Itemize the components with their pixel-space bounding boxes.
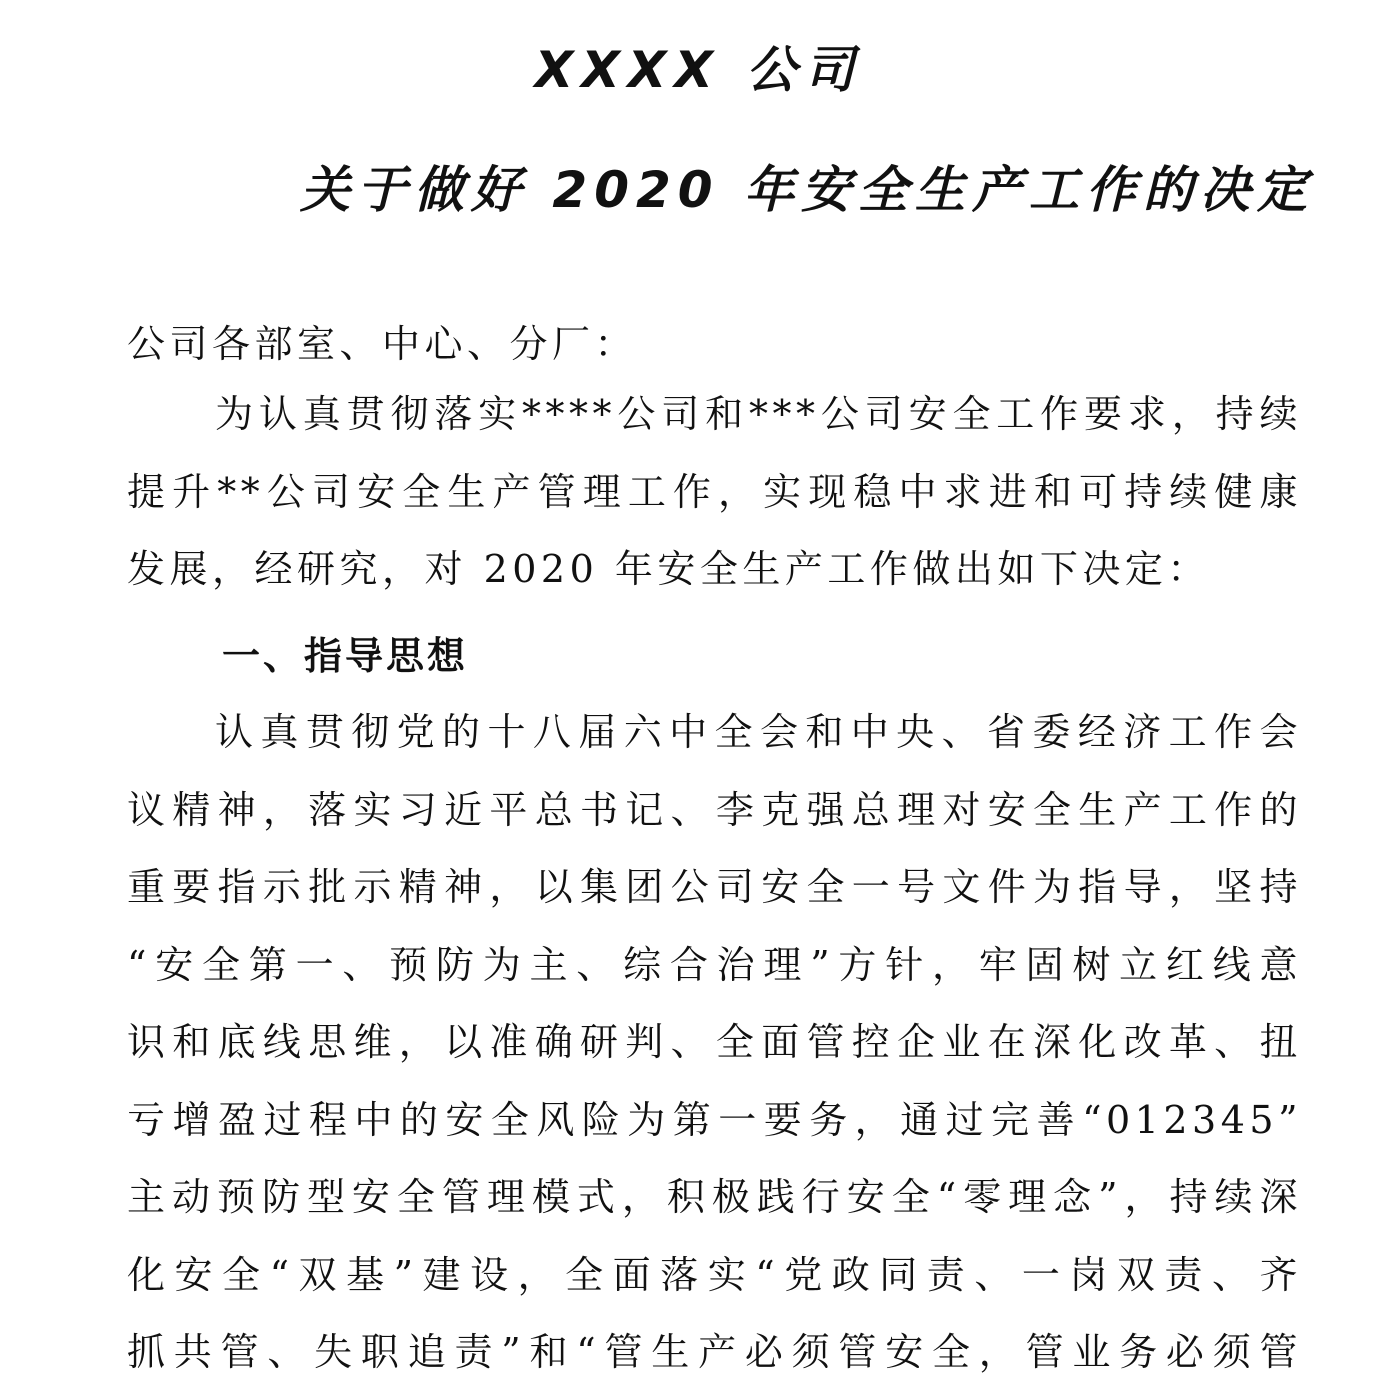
paragraph-line: 亏增盈过程中的安全风险为第一要务，通过完善“012345” <box>127 1097 1302 1142</box>
paragraph-line: 抓共管、失职追责”和“管生产必须管安全，管业务必须管 <box>127 1330 1302 1374</box>
paragraph-line: 识和底线思维，以准确研判、全面管控企业在深化改革、扭 <box>127 1020 1302 1064</box>
guiding-principles-paragraph <box>127 694 1302 1392</box>
company-title: XXXX 公司 <box>534 41 863 99</box>
salutation: 公司各部室、中心、分厂： <box>127 322 638 366</box>
paragraph-line: 认真贯彻党的十八届六中全会和中央、省委经济工作会 <box>215 710 1302 754</box>
intro-line: 为认真贯彻落实****公司和***公司安全工作要求，持续 <box>215 392 1302 436</box>
decision-title: 关于做好 2020 年安全生产工作的决定 <box>300 161 1314 219</box>
paragraph-line: “安全第一、预防为主、综合治理”方针，牢固树立红线意 <box>127 942 1302 987</box>
section-heading: 一、指导思想 <box>222 634 469 678</box>
intro-paragraph <box>127 376 1302 609</box>
paragraph-line: 重要指示批示精神，以集团公司安全一号文件为指导，坚持 <box>127 865 1302 909</box>
intro-line: 提升**公司安全生产管理工作，实现稳中求进和可持续健康 <box>127 469 1302 514</box>
paragraph-line: 主动预防型安全管理模式，积极践行安全“零理念”，持续深 <box>127 1175 1302 1219</box>
paragraph-line: 化安全“双基”建设，全面落实“党政同责、一岗双责、齐 <box>127 1252 1302 1297</box>
paragraph-line: 议精神，落实习近平总书记、李克强总理对安全生产工作的 <box>127 787 1302 832</box>
intro-line: 发展，经研究，对 2020 年安全生产工作做出如下决定： <box>127 547 1210 591</box>
